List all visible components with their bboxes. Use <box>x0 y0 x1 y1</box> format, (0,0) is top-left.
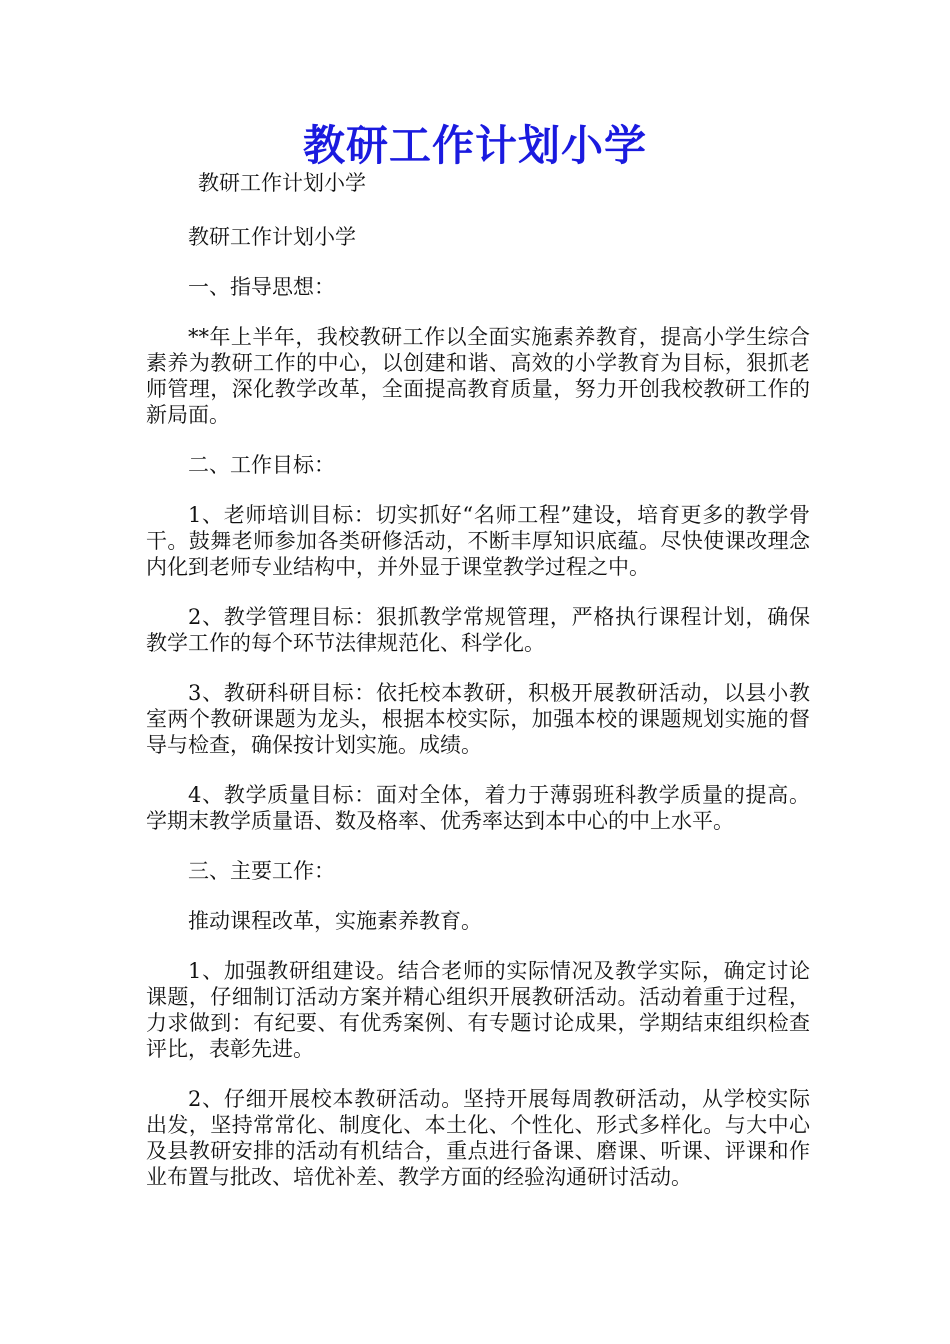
paragraph-research-group: 1、加强教研组建设。结合老师的实际情况及教学实际，确定讨论课题，仔细制订活动方案并精心组织开展教研活动。活动着重于过程，力求做到：有纪要、有优秀案例、有专题讨论成果，学期结束组织检查评比，表彰先进。 <box>146 959 810 1061</box>
paragraph-goal-teaching-management: 2、教学管理目标：狠抓教学常规管理，严格执行课程计划，确保教学工作的每个环节法律规范化、科学化。 <box>146 605 810 655</box>
paragraph-guiding-idea: **年上半年，我校教研工作以全面实施素养教育，提高小学生综合素养为教研工作的中心，以创建和谐、高效的小学教育为目标，狠抓老师管理，深化教学改革，全面提高教育质量，努力开创我校教研工作的新局面。 <box>146 325 810 427</box>
paragraph-repeat-title: 教研工作计划小学 <box>188 225 356 249</box>
paragraph-curriculum-reform: 推动课程改革，实施素养教育。 <box>188 909 482 933</box>
section-heading-main-work: 三、主要工作： <box>188 859 335 883</box>
document-title: 教研工作计划小学 <box>302 121 647 170</box>
paragraph-goal-teacher-training: 1、老师培训目标：切实抓好“名师工程”建设，培育更多的教学骨干。鼓舞老师参加各类研修活动，不断丰厚知识底蕴。尽快使课改理念内化到老师专业结构中，并外显于课堂教学过程之中。 <box>146 503 810 579</box>
paragraph-goal-quality: 4、教学质量目标：面对全体，着力于薄弱班科教学质量的提高。学期末教学质量语、数及格率、优秀率达到本中心的中上水平。 <box>146 783 810 833</box>
section-heading-guiding-idea: 一、指导思想： <box>188 275 335 299</box>
section-heading-work-goals: 二、工作目标： <box>188 453 335 477</box>
paragraph-school-research: 2、仔细开展校本教研活动。坚持开展每周教研活动，从学校实际出发，坚持常常化、制度化、本土化、个性化、形式多样化。与大中心及县教研安排的活动有机结合，重点进行备课、磨课、听课、评课和作业布置与批改、培优补差、教学方面的经验沟通研讨活动。 <box>146 1087 810 1189</box>
paragraph-subtitle: 教研工作计划小学 <box>198 171 366 195</box>
paragraph-goal-research: 3、教研科研目标：依托校本教研，积极开展教研活动，以县小教室两个教研课题为龙头，根据本校实际，加强本校的课题规划实施的督导与检查，确保按计划实施。成绩。 <box>146 681 810 757</box>
document-body <box>146 170 810 1214</box>
